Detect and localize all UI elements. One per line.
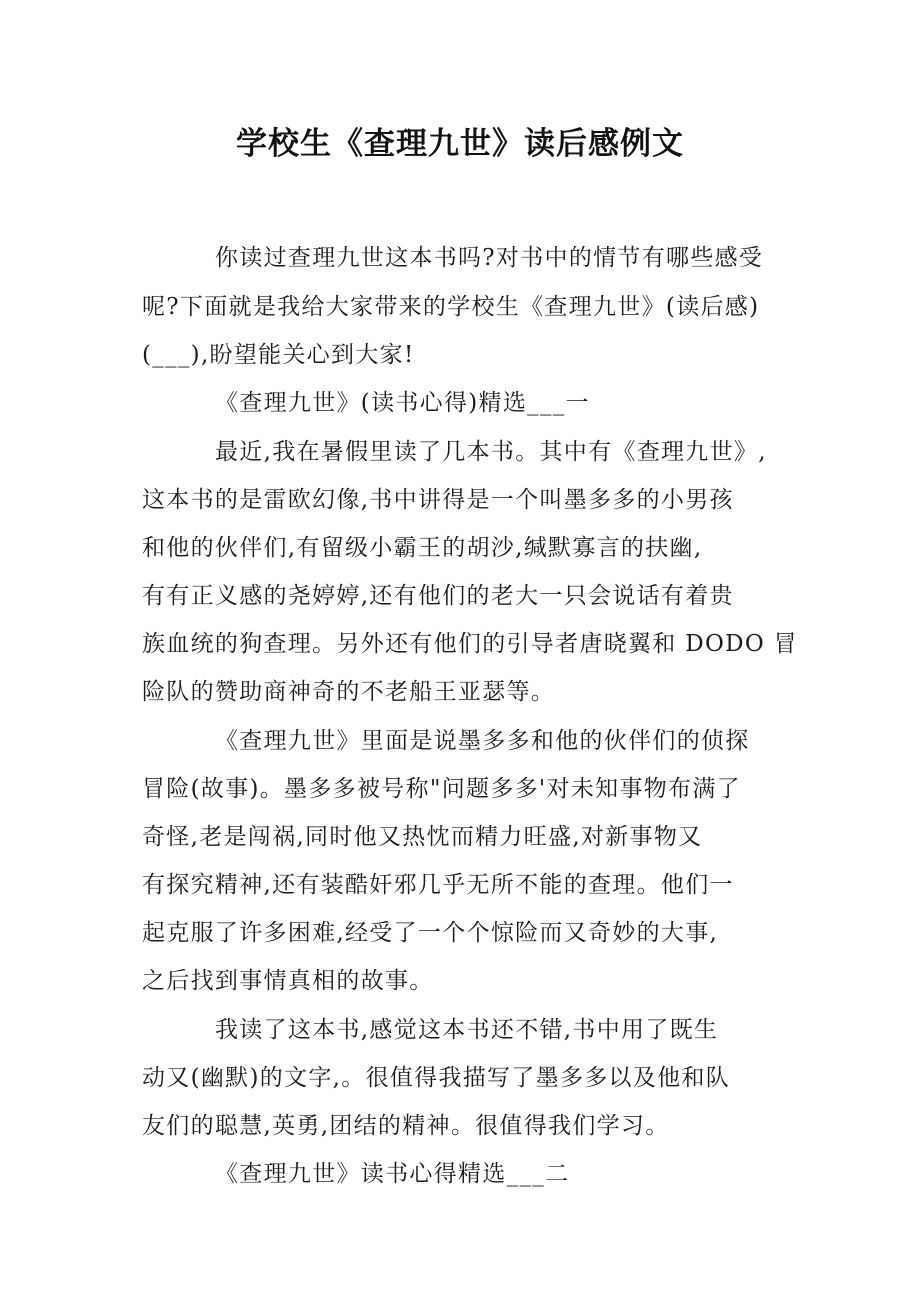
section-heading-1: 《查理九世》(读书心得)精选___一 bbox=[215, 390, 590, 416]
intro-line-2: 呢?下面就是我给大家带来的学校生《查理九世》(读后感) bbox=[142, 294, 760, 320]
paragraph-1-line-3: 和他的伙伴们,有留级小霸王的胡沙,缄默寡言的扶幽, bbox=[142, 535, 703, 561]
section-heading-2: 《查理九世》读书心得精选___二 bbox=[215, 1161, 570, 1187]
paragraph-1-line-1: 最近,我在暑假里读了几本书。其中有《查理九世》, bbox=[215, 439, 767, 465]
paragraph-1-line-2: 这本书的是雷欧幻像,书中讲得是一个叫墨多多的小男孩 bbox=[142, 487, 734, 513]
paragraph-2-line-5: 起克服了许多困难,经受了一个个惊险而又奇妙的大事, bbox=[142, 920, 719, 946]
paragraph-2-line-4: 有探究精神,还有装酷奸邪几乎无所不能的查理。他们一 bbox=[142, 872, 734, 898]
paragraph-2-line-2: 冒险(故事)。墨多多被号称"问题多多'对未知事物布满了 bbox=[142, 776, 741, 802]
paragraph-3-line-1: 我读了这本书,感觉这本书还不错,书中用了既生 bbox=[215, 1017, 719, 1043]
intro-line-1: 你读过查理九世这本书吗?对书中的情节有哪些感受 bbox=[215, 245, 764, 271]
paragraph-3-line-3: 友们的聪慧,英勇,团结的精神。很值得我们学习。 bbox=[142, 1113, 670, 1139]
paragraph-2-line-3: 奇怪,老是闯祸,同时他又热忱而精力旺盛,对新事物又 bbox=[142, 824, 703, 850]
paragraph-1-line-5: 族血统的狗查理。另外还有他们的引导者唐晓翼和 DODO 冒 bbox=[142, 631, 798, 657]
paragraph-2-line-6: 之后找到事情真相的故事。 bbox=[142, 968, 434, 994]
paragraph-2-line-1: 《查理九世》里面是说墨多多和他的伙伴们的侦探 bbox=[215, 728, 750, 754]
paragraph-1-line-4: 有有正义感的尧婷婷,还有他们的老大一只会说话有着贵 bbox=[142, 583, 734, 609]
intro-line-3: (___),盼望能关心到大家! bbox=[142, 342, 415, 368]
document-title: 学校生《查理九世》读后感例文 bbox=[236, 126, 684, 162]
paragraph-3-line-2: 动又(幽默)的文字,。很值得我描写了墨多多以及他和队 bbox=[142, 1065, 731, 1091]
paragraph-1-line-6: 险队的赞助商神奇的不老船王亚瑟等。 bbox=[142, 679, 556, 705]
